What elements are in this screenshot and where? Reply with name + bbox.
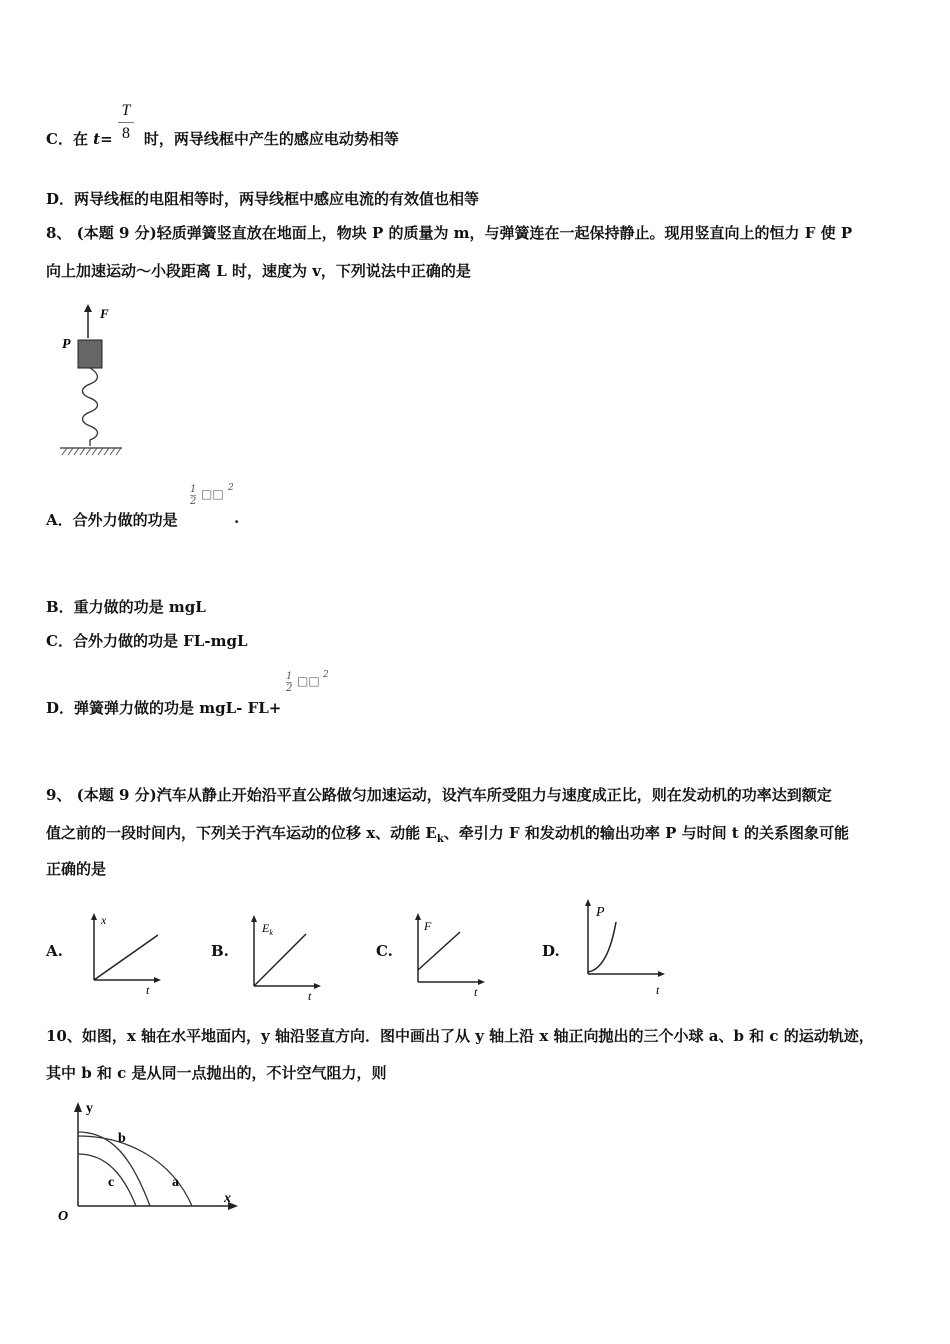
origin-label: O	[58, 1209, 69, 1224]
trajectory-b-label: b	[118, 1131, 126, 1146]
x-axis-label: t	[308, 989, 312, 1003]
force-label: F	[100, 306, 109, 321]
q9-stem-line3: 正确的是	[46, 860, 107, 878]
ground-hatching	[62, 448, 121, 455]
q9-graph-b	[246, 912, 326, 1004]
block-label: P	[62, 337, 71, 352]
block-p	[78, 340, 102, 368]
y-axis-arrow-icon	[91, 913, 97, 920]
q7-option-d: D．两导线框的电阻相等时，两导线框中感应电流的有效值也相等	[46, 190, 480, 208]
x-axis-label: t	[474, 985, 478, 999]
q10-stem-line2: 其中 b 和 c 是从同一点抛出的，不计空气阻力，则	[46, 1064, 387, 1082]
graph-curve	[588, 922, 616, 972]
trajectory-c-label: c	[108, 1175, 115, 1190]
q9-stem-line2: 值之前的一段时间内，下列关于汽车运动的位移 x、动能 $E_k$、牵引力 F 和发动机的输出功率 P 与时间 t 的关系图象可能	[46, 824, 849, 845]
y-axis-label: x	[101, 913, 107, 927]
q8-stem-line1: 8、 (本题 9 分)轻质弹簧竖直放在地面上，物块 P 的质量为 m，与弹簧连在一起保持静止。现用竖直向上的恒力 F 使 P	[46, 224, 853, 242]
q9-option-d-label: D.	[542, 942, 560, 960]
graph-line	[418, 932, 460, 970]
q8-option-a-period: .	[234, 509, 240, 527]
q9-option-c-label: C.	[376, 942, 393, 960]
x-axis-arrow-icon	[314, 983, 321, 989]
q8-option-a-sup: 2	[228, 483, 234, 493]
q9-stem-line1: 9、 (本题 9 分)汽车从静止开始沿平直公路做匀加速运动，设汽车所受阻力与速度成正比，则在发动机的功率达到额定	[46, 786, 832, 804]
y-label: y	[86, 1101, 93, 1116]
q8-stem-line2: 向上加速运动～小段距离 L 时，速度为 v，下列说法中正确的是	[46, 262, 471, 280]
q10-stem-line1: 10、如图，x 轴在水平地面内，y 轴沿竖直方向．图中画出了从 y 轴上沿 x 轴正向抛出的三个小球 a、b 和 c 的运动轨迹，	[46, 1027, 874, 1045]
q9-option-a-label: A.	[46, 942, 63, 960]
q8-option-a-boxes: □□	[201, 487, 224, 501]
y-axis-label: F	[424, 919, 432, 933]
q8-option-d-formula: 1 2	[286, 671, 293, 694]
x-axis-label: t	[146, 983, 150, 997]
y-axis-label: P	[596, 905, 605, 920]
q8-option-d-boxes: □□	[297, 674, 320, 688]
trajectory-a-label: a	[172, 1175, 179, 1190]
x-axis-label: t	[656, 983, 660, 997]
q8-option-d-sup: 2	[323, 670, 329, 680]
y-axis-arrow-icon	[74, 1102, 82, 1112]
x-axis-arrow-icon	[658, 971, 665, 977]
graph-line	[254, 934, 306, 986]
x-axis-arrow-icon	[478, 979, 485, 985]
q8-option-a-formula: 1 2	[190, 484, 197, 507]
y-axis-label: $E_k$	[262, 921, 273, 937]
q8-option-d: D．弹簧弹力做的功是 mgL- FL+	[46, 699, 282, 717]
t-variable: t	[93, 130, 101, 148]
spring-block-figure	[50, 300, 140, 465]
y-axis-arrow-icon	[585, 899, 591, 906]
graph-line	[94, 935, 158, 980]
x-axis-arrow-icon	[154, 977, 161, 983]
q7-fraction: T 8	[118, 102, 134, 143]
projectile-figure	[52, 1098, 248, 1224]
spring	[83, 368, 98, 446]
x-label: x	[224, 1191, 231, 1206]
q8-option-c: C．合外力做的功是 FL-mgL	[46, 632, 248, 650]
q9-graph-c	[410, 910, 490, 1002]
y-axis-arrow-icon	[251, 915, 257, 922]
q8-option-a: A．合外力做的功是	[46, 511, 178, 529]
trajectory-a	[78, 1136, 192, 1206]
force-arrowhead	[84, 304, 92, 312]
q9-graph-a	[86, 910, 166, 1000]
q8-option-b: B．重力做的功是 mgL	[46, 598, 206, 616]
trajectory-c	[78, 1154, 136, 1206]
q9-graph-d	[580, 896, 670, 1000]
y-axis-arrow-icon	[415, 913, 421, 920]
q7-option-c: C．在 t= 时，两导线框中产生的感应电动势相等	[46, 130, 399, 148]
q9-option-b-label: B.	[211, 942, 229, 960]
